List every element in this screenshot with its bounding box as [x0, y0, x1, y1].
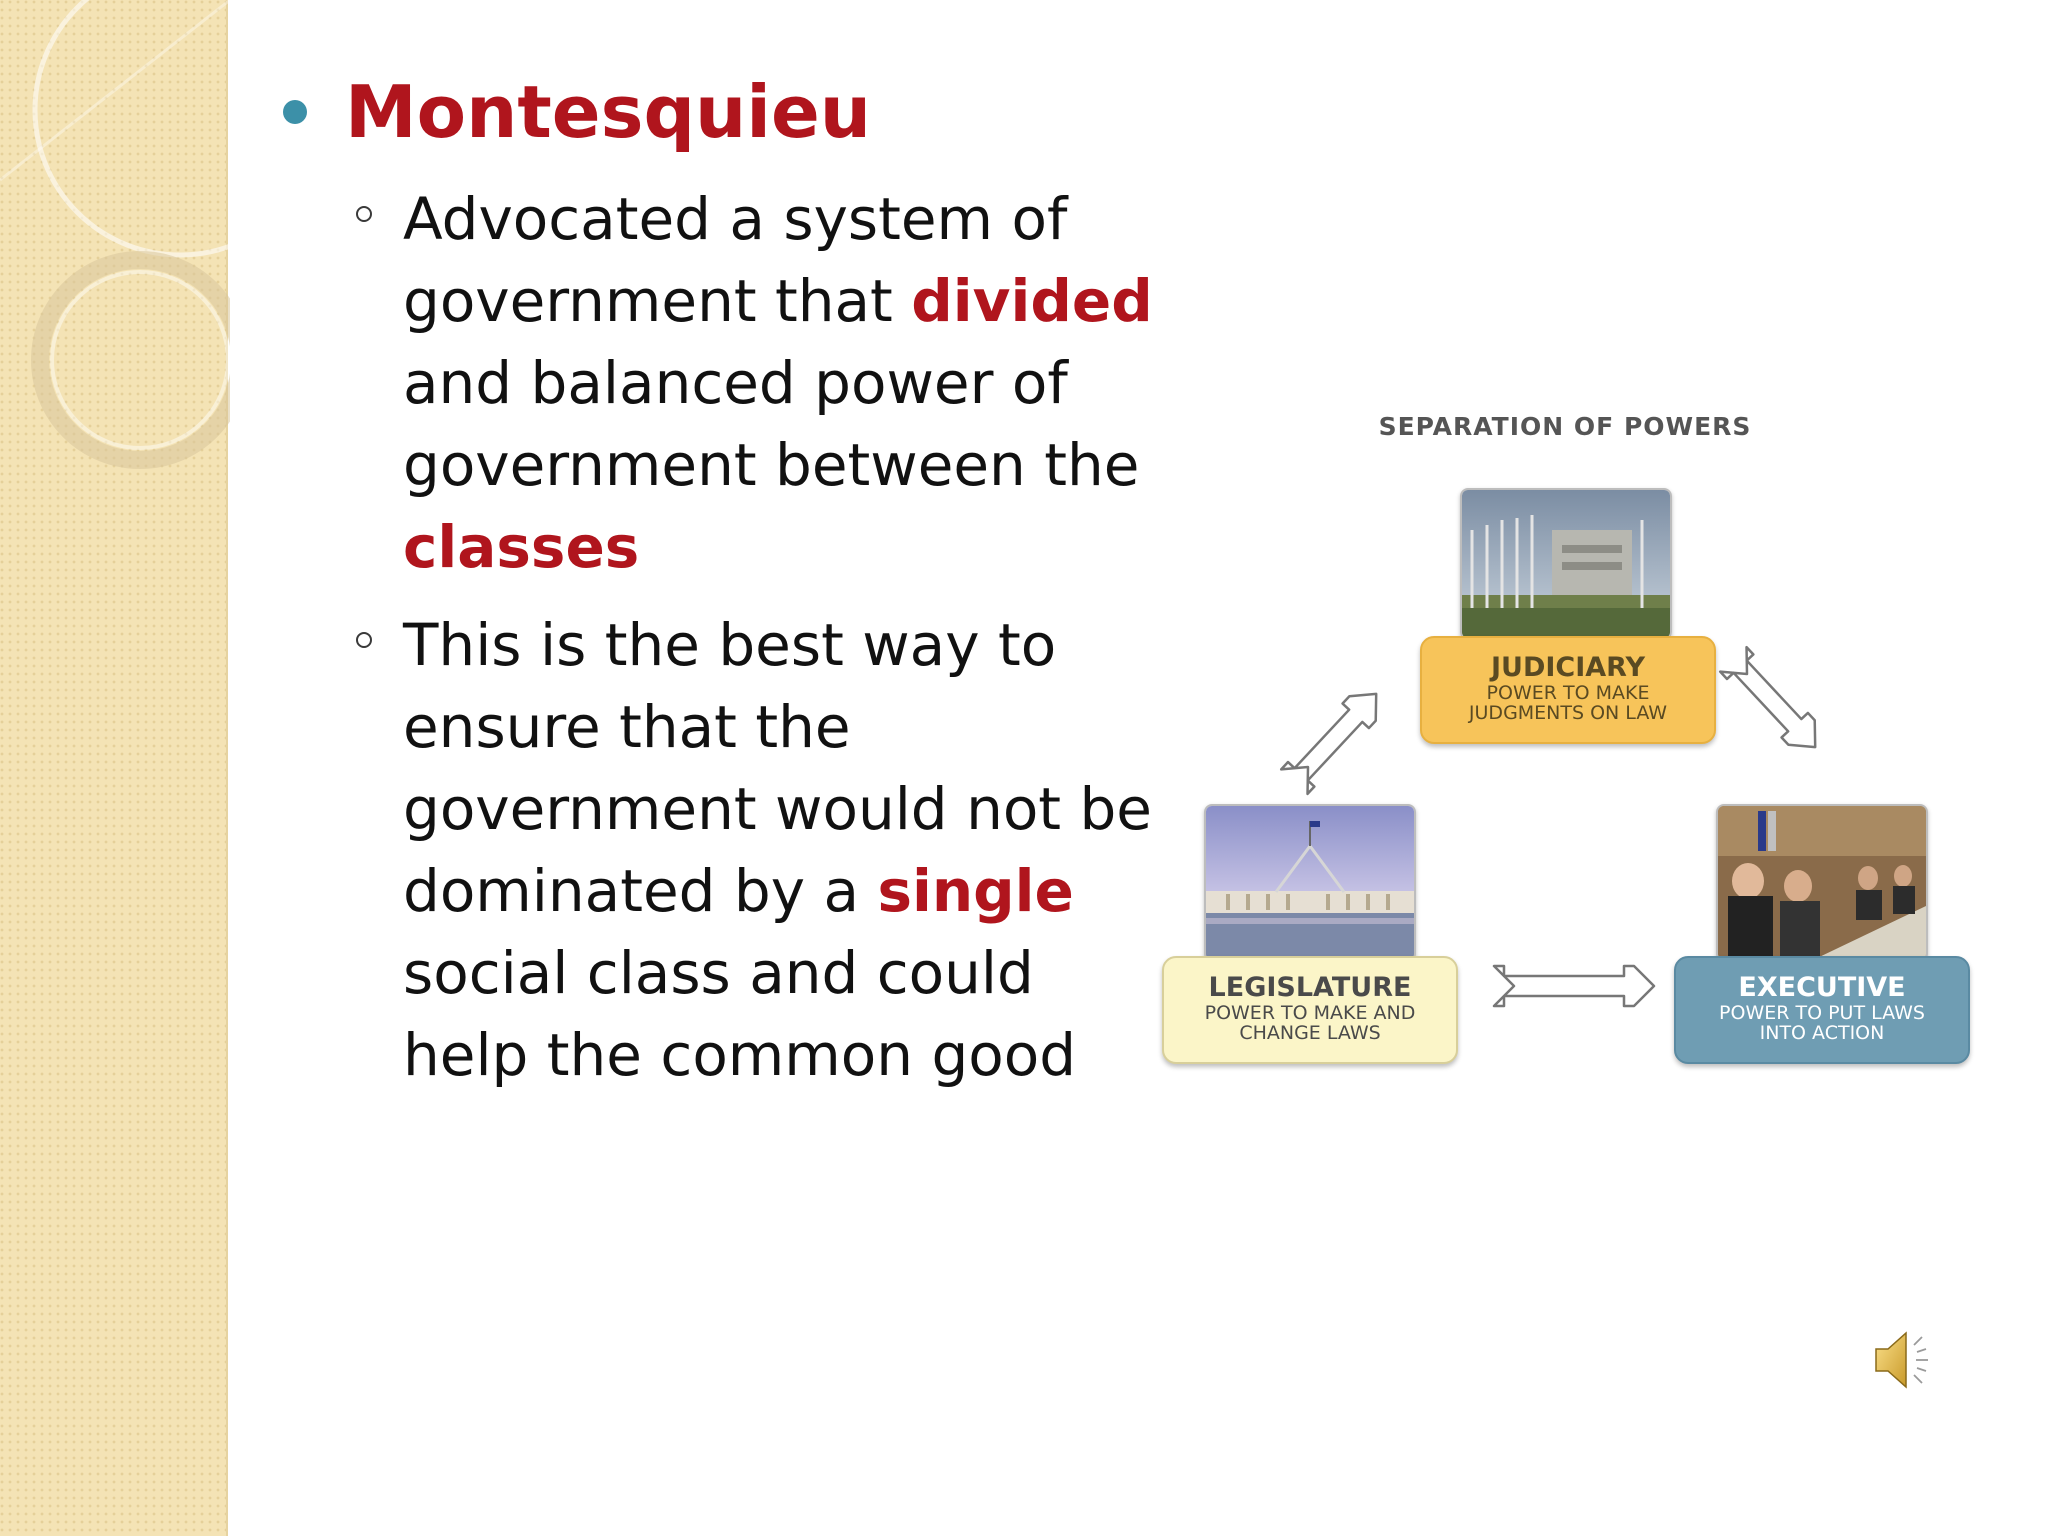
sub-bullet-1-text — [403, 178, 1153, 588]
bullet-line — [403, 424, 1153, 506]
hollow-bullet-icon — [356, 632, 372, 648]
bullet-line — [403, 260, 1153, 342]
bullet-line — [403, 686, 1152, 768]
speaker-icon[interactable] — [1870, 1325, 1940, 1395]
separation-of-powers-diagram — [1150, 400, 2000, 1100]
bullet-text: help the common good — [403, 1021, 1077, 1089]
legislature-executive-arrow-icon — [1494, 966, 1654, 1006]
title-bullet-dot — [283, 100, 307, 124]
bullet-text: government between the — [403, 431, 1140, 499]
title-row — [283, 70, 871, 154]
highlighted-term: single — [877, 857, 1074, 925]
bullet-text: This is the best way to — [403, 611, 1057, 679]
bullet-line — [403, 1014, 1152, 1096]
bullet-line — [403, 342, 1153, 424]
bullet-line — [403, 768, 1152, 850]
bullet-text: social class and could — [403, 939, 1034, 1007]
diagram-title: SEPARATION OF POWERS — [1378, 412, 1752, 441]
bullet-text: government that — [403, 267, 912, 335]
bullet-line — [403, 178, 1153, 260]
diagram-arrows — [1150, 400, 2000, 1100]
bullet-line — [403, 506, 1153, 588]
decorative-rings — [0, 0, 230, 520]
slide-title: Montesquieu — [345, 70, 872, 154]
bullet-text: Advocated a system of — [403, 185, 1068, 253]
bullet-line — [403, 932, 1152, 1014]
sub-bullet-2-text — [403, 604, 1152, 1096]
bullet-text: ensure that the — [403, 693, 851, 761]
legislature-label: LEGISLATURE — [1208, 972, 1412, 1003]
bullet-text: government would not be — [403, 775, 1152, 843]
bullet-text: and balanced power of — [403, 349, 1068, 417]
bullet-line — [403, 604, 1152, 686]
bullet-line — [403, 850, 1152, 932]
bullet-text: dominated by a — [403, 857, 878, 925]
legislature-description: POWER TO MAKE AND CHANGE LAWS — [1204, 1002, 1416, 1044]
judiciary-description: POWER TO MAKE JUDGMENTS ON LAW — [1468, 682, 1668, 724]
judiciary-executive-arrow-icon — [1720, 647, 1828, 759]
highlighted-term: classes — [403, 513, 640, 581]
hollow-bullet-icon — [356, 206, 372, 222]
executive-label: EXECUTIVE — [1738, 972, 1906, 1003]
legislature-judiciary-arrow-icon — [1281, 682, 1389, 794]
highlighted-term: divided — [911, 267, 1153, 335]
executive-description: POWER TO PUT LAWS INTO ACTION — [1719, 1002, 1925, 1044]
judiciary-label: JUDICIARY — [1490, 652, 1646, 683]
